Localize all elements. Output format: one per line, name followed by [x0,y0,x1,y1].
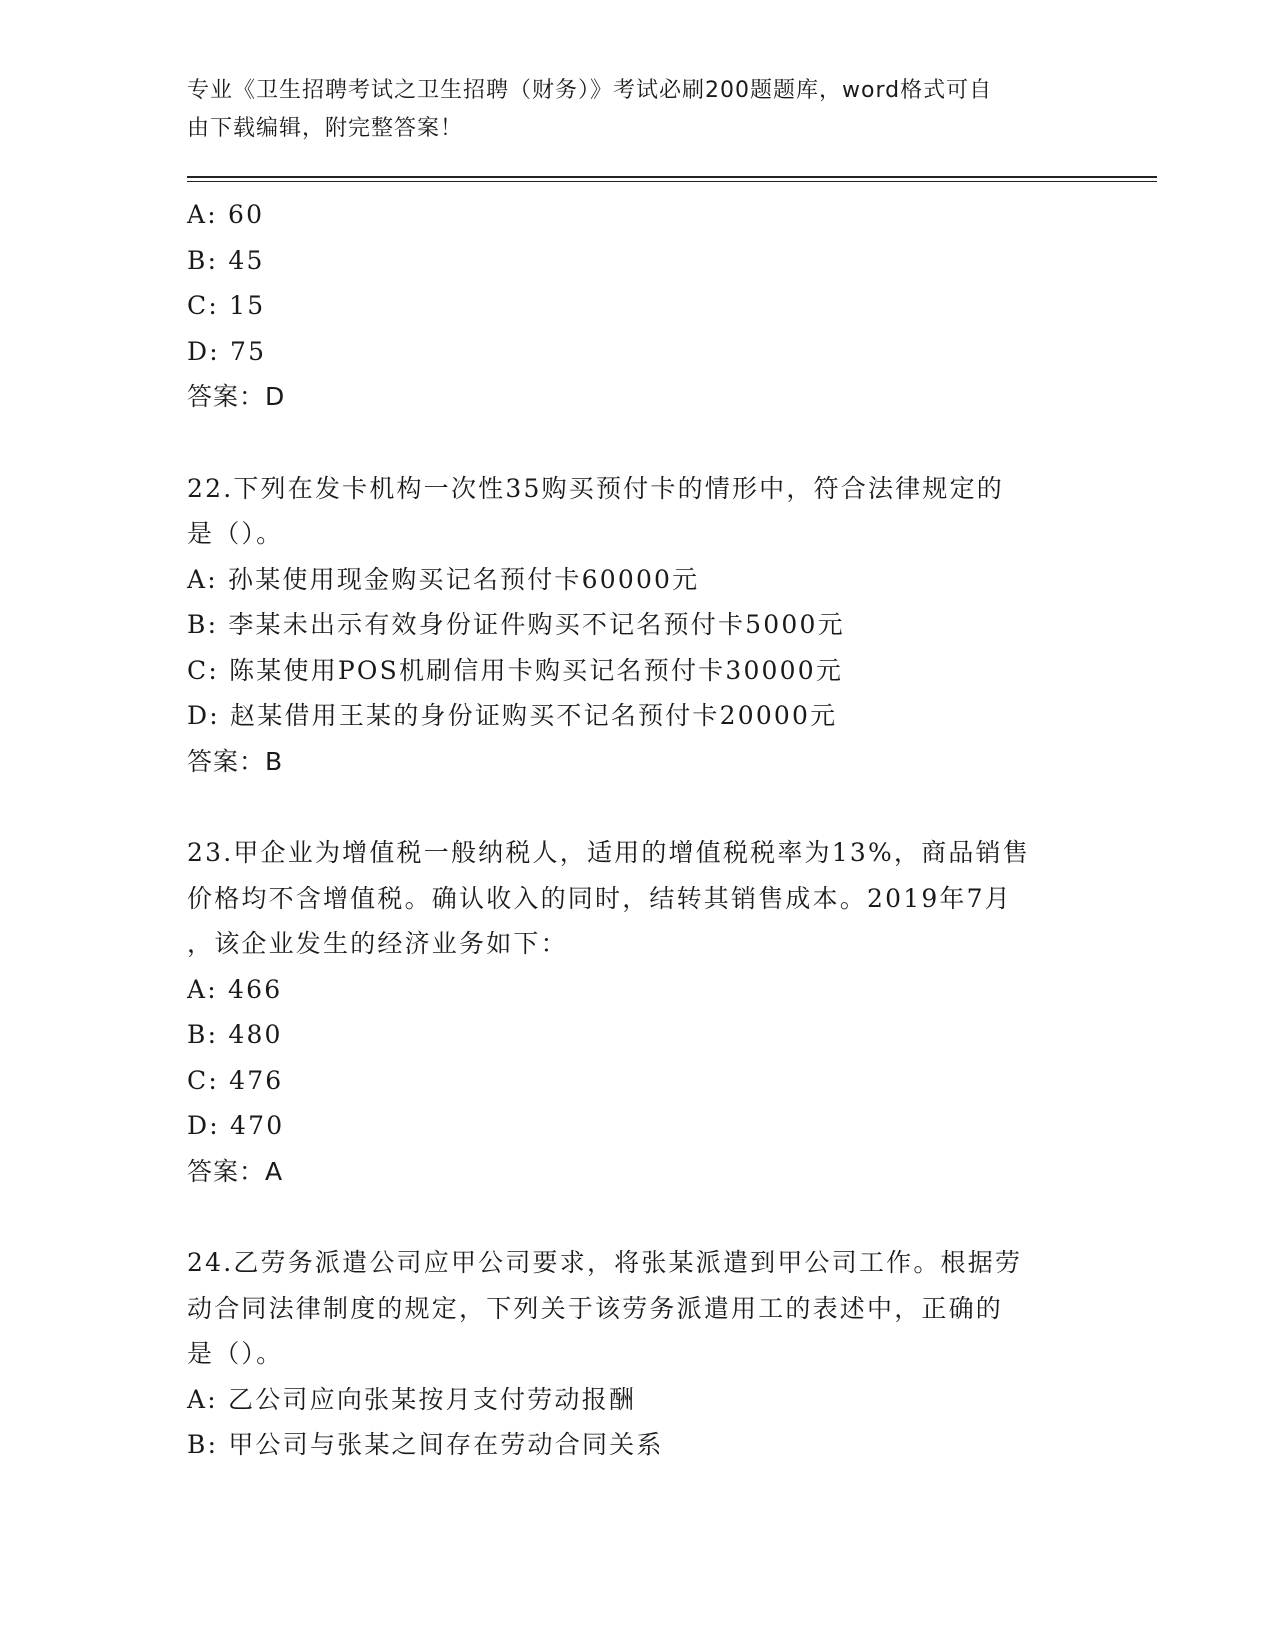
question-text-line: 23.甲企业为增值税一般纳税人，适用的增值税税率为13%，商品销售 [187,838,1030,867]
option-b: B: 李某未出示有效身份证件购买不记名预付卡5000元 [187,610,845,639]
header-title-line-1: 专业《卫生招聘考试之卫生招聘（财务）》考试必刷200题题库，word格式可自 [187,78,993,103]
option-a: A: 孙某使用现金购买记名预付卡60000元 [187,564,700,594]
header-title-line-2: 由下载编辑，附完整答案！ [187,116,464,141]
question-spacer [187,1194,1087,1240]
option-a: A: 60 [187,200,265,229]
option-d: D: 赵某借用王某的身份证购买不记名预付卡20000元 [187,701,838,730]
question-24 [187,1240,1087,1468]
option-b: B: 甲公司与张某之间存在劳动合同关系 [187,1430,664,1459]
question-list [187,192,1087,1468]
question-text-line: 24.乙劳务派遣公司应甲公司要求，将张某派遣到甲公司工作。根据劳 [187,1248,1023,1277]
question-spacer [187,420,1087,466]
question-21 [187,192,1087,420]
header-divider-thick [187,176,1157,178]
question-23 [187,830,1087,1194]
option-a: A: 466 [187,974,283,1004]
question-spacer [187,784,1087,830]
question-text-line: 价格均不含增值税。确认收入的同时，结转其销售成本。2019年7月 [187,883,1012,913]
question-text-line: 动合同法律制度的规定，下列关于该劳务派遣用工的表述中，正确的 [187,1293,1004,1323]
option-c: C: 476 [187,1065,284,1095]
option-c: C: 陈某使用POS机刷信用卡购买记名预付卡30000元 [187,655,844,685]
question-text-line: 是（）。 [187,519,284,548]
answer: 答案：A [187,1156,284,1186]
header-divider-thin [187,181,1157,182]
document-header [187,72,1067,148]
option-d: D: 75 [187,336,267,366]
answer: 答案：B [187,746,284,776]
question-22 [187,466,1087,785]
option-c: C: 15 [187,291,266,320]
question-text-line: ，该企业发生的经济业务如下： [187,929,568,958]
question-text-line: 是（）。 [187,1339,284,1368]
option-b: B: 45 [187,245,265,275]
option-b: B: 480 [187,1020,283,1049]
option-a: A: 乙公司应向张某按月支付劳动报酬 [187,1384,637,1414]
answer: 答案：D [187,382,286,411]
question-text-line: 22.下列在发卡机构一次性35购买预付卡的情形中，符合法律规定的 [187,473,1004,503]
option-d: D: 470 [187,1111,285,1140]
